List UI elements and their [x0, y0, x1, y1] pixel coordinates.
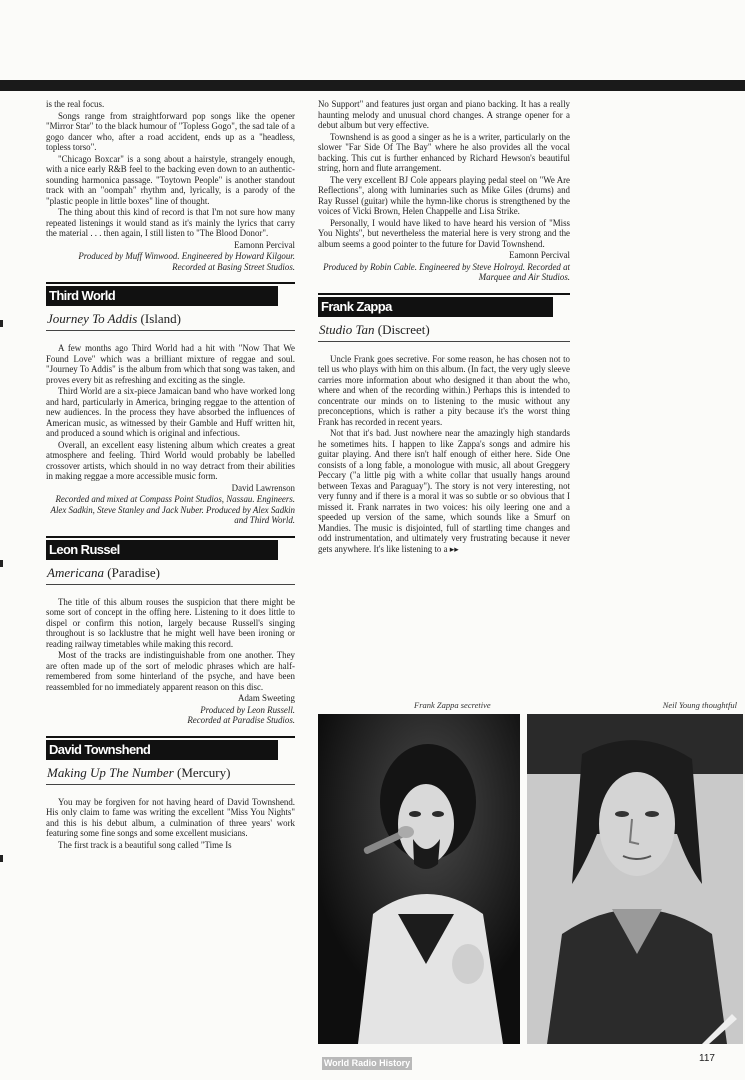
paragraph-text: Not that it's bad. Just nowhere near the amazingly high standards he sometimes hits. I happen to like Zappa's songs and admire his guitar playing. And there isn't half enough of either here. Side One consists of a long fable, a monologue with music, all about Greggery Peccary ("a little pig with a white collar that usually hangs around between Texas and Paraguay"). The story is not very interesting, not very funny and if there is a moral it was so subtle or so obvious that I missed it. Frank narrates in two voices: his oily leering one and a speeded up version of the same, which sounds like a Smurf on Mandies. The music is disjointed, full of startling time changes and odd instrumentation, and ultimately very frustrating because it never gets anywhere. It's like listening to a: [318, 428, 570, 554]
divider: [46, 784, 295, 785]
divider: [318, 341, 570, 342]
paragraph: Personally, I would have liked to have heard his version of "Miss You Nights", but nevertheless the material here is very strong and the album seems a good pointer to the future for David Townshend.: [318, 217, 570, 249]
production-credit: Recorded at Paradise Studios.: [187, 715, 295, 725]
production-credit: Recorded and mixed at Compass Point Studios, Nassau. Engineers. Alex Sadkin, Steve Stanley and Jack Nuber. Produced by Alex Sadkin and Third World.: [50, 494, 295, 525]
section-rule: [46, 282, 295, 284]
record-label: (Discreet): [377, 321, 430, 337]
paragraph: You may be forgiven for not having heard of David Townshend. His only claim to fame was writing the excellent "Miss You Nights" and this is his debut album, a culmination of three years' work featuring some fine songs and some excellent musicians.: [46, 796, 295, 838]
margin-mark: [0, 320, 3, 327]
neil-young-photo: [527, 714, 743, 1044]
artist-band-david-townshend: David Townshend: [46, 740, 278, 760]
paragraph: "Chicago Boxcar" is a song about a hairstyle, strangely enough, with a nice early R&B feel to the backing even down to an authentic-sounding harmonica passage. "Toytown People" is another standout track with an "oompah" rhythm and, lyrically, is a parody of the "plastic people in little boxes" line of thought.: [46, 153, 295, 206]
album-title: Making Up The Number: [47, 764, 174, 780]
photo-caption-zappa: Frank Zappa secretive: [414, 700, 491, 710]
frank-zappa-photo: [318, 714, 520, 1044]
divider: [46, 584, 295, 585]
section-rule: [46, 736, 295, 738]
album-title-line: [319, 322, 570, 338]
paragraph: The thing about this kind of record is that I'm not sure how many repeated listenings it would stand as it's mainly the lyrics that carry the material . . . then again, I still listen to "The Blood Donor".: [46, 207, 295, 238]
paragraph: Third World are a six-piece Jamaican band who have worked long and hard, particularly in America, bringing reggae to the attention of new audiences. In the process they have absorbed the influences of American music, as witnessed by their Gamble and Huff written hit, and produced a sound which is original and infectious.: [46, 386, 295, 438]
paragraph: Overall, an excellent easy listening album which creates a great atmosphere and feeling. Third World would probably be labelled crossover artists, which should in no way detract from their abilities in making reggae a more accessible music form.: [46, 439, 295, 481]
reviewer-signature: David Lawrenson: [231, 482, 295, 493]
artist-band-leon-russel: Leon Russel: [46, 540, 278, 560]
paragraph: is the real focus.: [46, 99, 105, 109]
record-label: (Island): [140, 311, 181, 326]
album-title: Journey To Addis: [47, 311, 138, 326]
paragraph: The very excellent BJ Cole appears playing pedal steel on "We Are Reflections", along with luminaries such as Mike Giles (drums) and Ray Russel (guitar) while the hymn-like chorus is strengthened by the voices of Vicki Brown, Helen Chappelle and Lisa Strike.: [318, 174, 570, 216]
paragraph: The first track is a beautiful song called "Time Is: [58, 839, 232, 850]
paragraph: Townshend is as good a singer as he is a writer, particularly on the slower "Far Side Of The Bay" where he also provides all the vocal backing. This cut is further enhanced by Richard Hewson's beautiful string, horn and flute arrangement.: [318, 131, 570, 173]
record-label: (Paradise): [107, 564, 160, 580]
right-column: [318, 99, 570, 555]
margin-mark: [0, 855, 3, 862]
paragraph: The title of this album rouses the suspicion that there might be some sort of concept in the offing here. Listening to it does little to dispel or confirm this notion, largely because Russell's singing throughout is so lacklustre that he might well have been ironing or reading railway timetables while making this record.: [46, 596, 295, 649]
artist-band-third-world: Third World: [46, 286, 278, 306]
photo-strip: [318, 700, 743, 1045]
footer-badge: World Radio History: [323, 1058, 411, 1068]
paragraph: No Support" and features just organ and piano backing. It has a really haunting melody and unusual chord changes. A strange opener for a debut album but very effective.: [318, 99, 570, 130]
reviewer-signature: Eamonn Percival: [509, 250, 570, 260]
section-rule: [46, 536, 295, 538]
record-label: (Mercury): [177, 764, 231, 780]
section-rule: [318, 293, 570, 295]
paragraph: Uncle Frank goes secretive. For some reason, he has chosen not to tell us who plays with him on this album. (In fact, the very ugly sleeve carries more information about who designed it than about the who, where and when of the recording within.) Perhaps this is intended to concentrate our minds on to listening to the music without any preconceptions, which is rather a pity because it's the worst thing Frank has recorded in recent years.: [318, 353, 570, 427]
page-number: 117: [699, 1053, 715, 1064]
album-title: Studio Tan: [319, 321, 375, 337]
continue-arrow-icon: ▸▸: [449, 543, 459, 554]
margin-mark: [0, 560, 3, 567]
album-title: Americana: [47, 564, 105, 580]
neil-young-photo-image: [527, 714, 743, 1044]
album-title-line: [47, 565, 295, 581]
frank-zappa-photo-image: [318, 714, 520, 1044]
photo-caption-young: Neil Young thoughtful: [662, 700, 737, 710]
divider: [46, 330, 295, 331]
album-title-line: [47, 311, 295, 327]
production-credit: Produced by Muff Winwood. Engineered by Howard Kilgour. Recorded at Basing Street Studios.: [78, 251, 295, 272]
paragraph: Songs range from straightforward pop songs like the opener "Mirror Star" to the black humour of "Topless Gogo", the sad tale of a gogo dancer who, after a road accident, ends up as a "headless, topless torso".: [46, 110, 296, 152]
artist-band-frank-zappa: Frank Zappa: [318, 297, 553, 317]
album-title-line: [47, 765, 295, 781]
left-column: [46, 99, 295, 851]
paragraph: Most of the tracks are indistinguishable from one another. They are often made up of the sort of melodic phrases which are half-remembered from some hinterland of the psyche, and have been reassembled for no immediately apparent reason on this disc.: [46, 650, 295, 692]
production-credit: Produced by Robin Cable. Engineered by Steve Holroyd. Recorded at Marquee and Air Studios.: [323, 261, 570, 282]
production-credit: Produced by Leon Russell.: [200, 704, 295, 715]
paragraph: [318, 428, 570, 554]
reviewer-signature: Adam Sweeting: [238, 693, 295, 703]
paragraph: A few months ago Third World had a hit with "Now That We Found Love" which was a brilliant mixture of reggae and soul. "Journey To Addis" is the album from which that song was taken, and proves every bit as refreshing and exciting as the single.: [46, 343, 295, 385]
top-rule-bar: [0, 80, 745, 91]
reviewer-signature: Eamonn Percival: [234, 239, 295, 250]
